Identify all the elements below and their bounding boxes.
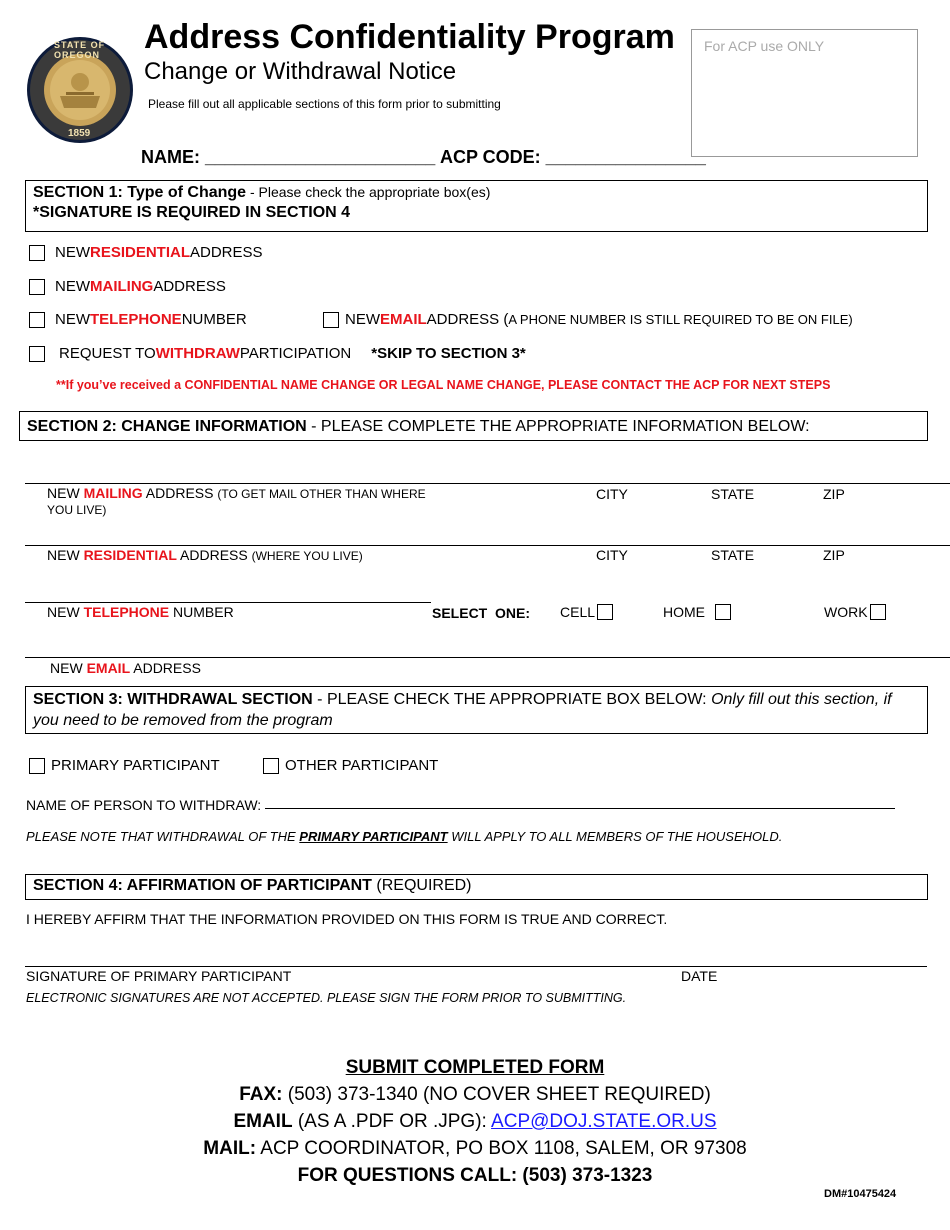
email-line-submit: EMAIL (AS A .PDF OR .JPG): ACP@DOJ.STATE.OR.US	[233, 1111, 717, 1132]
section2-header	[19, 411, 928, 441]
work-checkbox[interactable]	[870, 604, 886, 620]
mailing-zip-label: ZIP	[823, 486, 845, 502]
document-number: DM#10475424	[824, 1188, 897, 1200]
section3-header: SECTION 3: WITHDRAWAL SECTION - PLEASE CHECK THE APPROPRIATE BOX BELOW: Only fill out this section, if you need to be removed from the program	[25, 686, 928, 734]
checkbox[interactable]	[29, 279, 45, 295]
section1-header	[25, 180, 928, 232]
option-new-residential[interactable]: NEW RESIDENTIAL ADDRESS	[29, 244, 263, 261]
primary-participant-option[interactable]: PRIMARY PARTICIPANT	[29, 757, 220, 774]
home-checkbox[interactable]	[715, 604, 731, 620]
name-change-warning: **If you’ve received a CONFIDENTIAL NAME CHANGE OR LEGAL NAME CHANGE, PLEASE CONTACT THE ACP FOR NEXT STEPS	[56, 378, 831, 392]
section2-note: - PLEASE COMPLETE THE APPROPRIATE INFORMATION BELOW:	[306, 418, 810, 435]
acp-use-label: For ACP use ONLY	[704, 38, 825, 54]
date-label: DATE	[681, 968, 718, 984]
mailing-address-label: NEW MAILING ADDRESS (TO GET MAIL OTHER THAN WHERE YOU LIVE)	[47, 485, 426, 517]
section3-title: SECTION 3: WITHDRAWAL SECTION	[33, 691, 313, 708]
skip-note: *SKIP TO SECTION 3*	[371, 345, 526, 362]
withdrawal-note: PLEASE NOTE THAT WITHDRAWAL OF THE PRIMARY PARTICIPANT WILL APPLY TO ALL MEMBERS OF THE HOUSEHOLD.	[26, 829, 783, 844]
cell-option[interactable]: CELL	[560, 604, 613, 620]
mail-line: MAIL: ACP COORDINATOR, PO BOX 1108, SALEM, OR 97308	[203, 1138, 747, 1159]
fax-line: FAX: (503) 373-1340 (NO COVER SHEET REQUIRED)	[239, 1084, 711, 1105]
option-new-telephone[interactable]: NEW TELEPHONE NUMBER	[29, 311, 247, 328]
seal-text: STATE OF OREGON	[54, 40, 106, 60]
section1-note: - Please check the appropriate box(es)	[246, 184, 491, 200]
page-subtitle: Change or Withdrawal Notice	[144, 58, 457, 85]
page-title: Address Confidentiality Program	[144, 18, 675, 56]
seal-year: 1859	[68, 128, 91, 139]
signature-line[interactable]	[25, 966, 927, 967]
checkbox[interactable]	[263, 758, 279, 774]
acp-code-field[interactable]	[440, 147, 706, 168]
mailing-state-label: STATE	[711, 486, 755, 502]
state-seal	[26, 36, 134, 144]
withdraw-name-line[interactable]	[265, 808, 895, 809]
section1-title: SECTION 1: Type of Change	[33, 184, 247, 201]
mailing-city-label: CITY	[596, 486, 628, 502]
submit-heading: SUBMIT COMPLETED FORM	[345, 1057, 605, 1078]
section2-title: SECTION 2: CHANGE INFORMATION	[27, 418, 307, 435]
checkbox[interactable]	[323, 312, 339, 328]
home-option[interactable]: HOME	[663, 604, 731, 620]
checkbox[interactable]	[29, 758, 45, 774]
option-withdraw[interactable]: REQUEST TO WITHDRAW PARTICIPATION *SKIP TO SECTION 3*	[29, 345, 526, 362]
telephone-label: NEW TELEPHONE NUMBER	[47, 604, 234, 620]
option-new-mailing[interactable]: NEW MAILING ADDRESS	[29, 278, 226, 295]
residential-address-label: NEW RESIDENTIAL ADDRESS (WHERE YOU LIVE)	[47, 547, 363, 563]
cell-checkbox[interactable]	[597, 604, 613, 620]
residential-state-label: STATE	[711, 547, 755, 563]
section4-header: SECTION 4: AFFIRMATION OF PARTICIPANT (REQUIRED)	[25, 874, 928, 900]
submit-block	[0, 1054, 950, 1189]
signature-required-note: *SIGNATURE IS REQUIRED IN SECTION 4	[33, 204, 351, 221]
checkbox[interactable]	[29, 346, 45, 362]
signature-label: SIGNATURE OF PRIMARY PARTICIPANT	[26, 968, 292, 984]
acp-code-label: ACP CODE: ________________	[440, 147, 706, 167]
residential-city-label: CITY	[596, 547, 628, 563]
email-line[interactable]	[25, 657, 950, 658]
residential-address-line[interactable]	[25, 545, 950, 546]
acp-use-box	[691, 29, 918, 157]
checkbox[interactable]	[29, 245, 45, 261]
section4-title: SECTION 4: AFFIRMATION OF PARTICIPANT	[33, 877, 372, 894]
questions-line: FOR QUESTIONS CALL: (503) 373-1323	[297, 1165, 653, 1186]
option-new-email[interactable]: NEW EMAIL ADDRESS ( A PHONE NUMBER IS STILL REQUIRED TO BE ON FILE)	[323, 311, 853, 328]
withdraw-name-label: NAME OF PERSON TO WITHDRAW:	[26, 797, 262, 813]
name-field[interactable]	[141, 147, 435, 168]
telephone-line[interactable]	[25, 602, 431, 603]
form-instruction: Please fill out all applicable sections of this form prior to submitting	[148, 97, 501, 111]
mailing-address-line[interactable]	[25, 483, 950, 484]
select-one-label: SELECT ONE:	[432, 605, 531, 621]
email-link[interactable]: ACP@DOJ.STATE.OR.US	[491, 1111, 717, 1132]
residential-zip-label: ZIP	[823, 547, 845, 563]
other-participant-option[interactable]: OTHER PARTICIPANT	[263, 757, 438, 774]
work-option[interactable]: WORK	[824, 604, 886, 620]
esignature-note: ELECTRONIC SIGNATURES ARE NOT ACCEPTED. PLEASE SIGN THE FORM PRIOR TO SUBMITTING.	[26, 991, 627, 1005]
affirmation-text: I HEREBY AFFIRM THAT THE INFORMATION PROVIDED ON THIS FORM IS TRUE AND CORRECT.	[26, 911, 668, 927]
name-label: NAME: _______________________	[141, 147, 436, 167]
email-label: NEW EMAIL ADDRESS	[50, 660, 201, 676]
checkbox[interactable]	[29, 312, 45, 328]
